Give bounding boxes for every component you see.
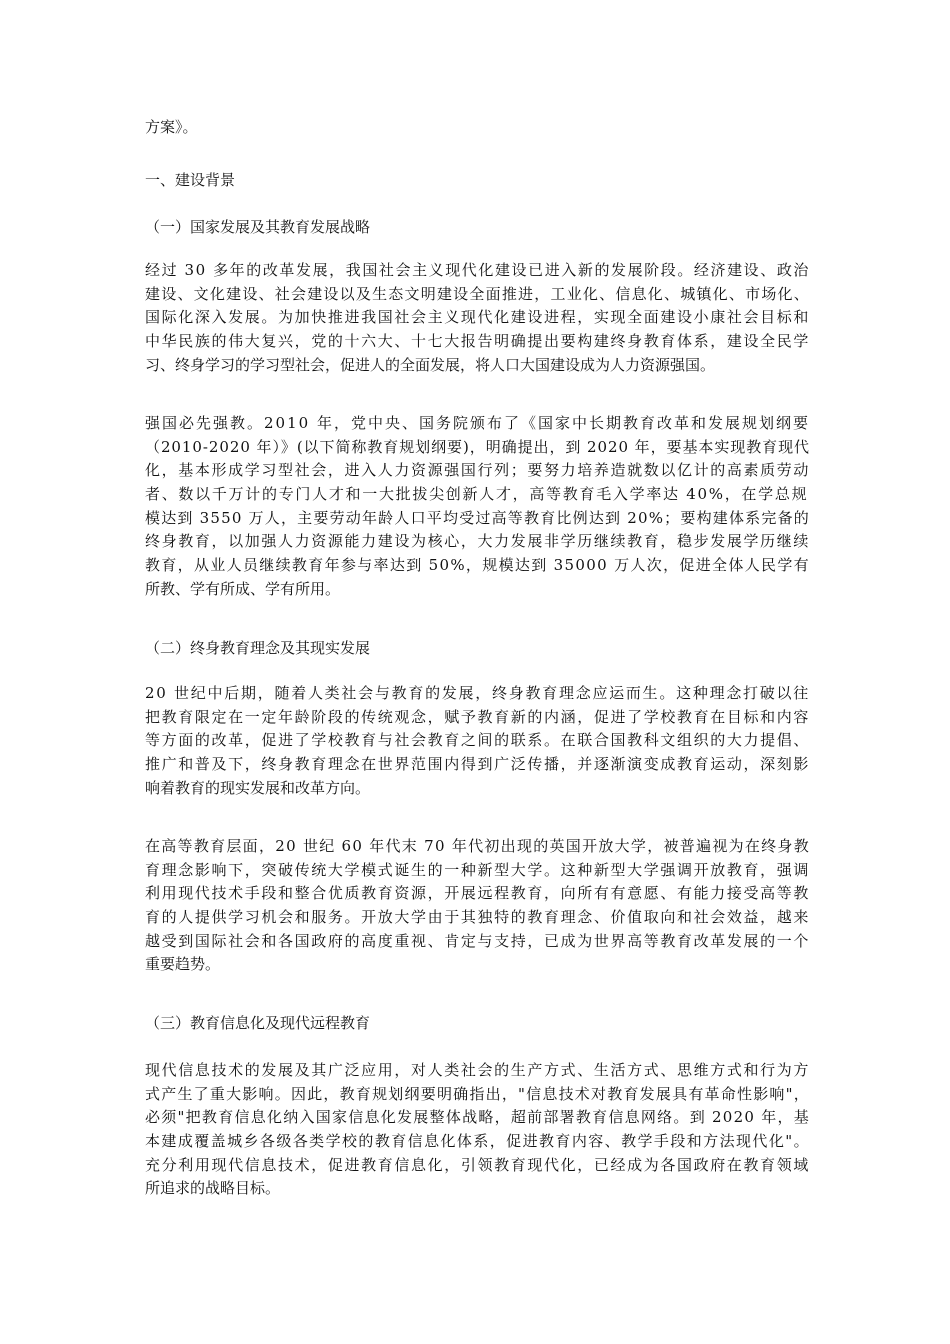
text-line: 现代信息技术的发展及其广泛应用，对人类社会的生产方式、生活方式、思维方式和行为方	[145, 1061, 810, 1079]
subsection-heading-education-informatization: （三）教育信息化及现代远程教育	[145, 1014, 371, 1032]
text-line: 经过 30 多年的改革发展，我国社会主义现代化建设已进入新的发展阶段。经济建设、政治	[145, 261, 810, 279]
text-line: 在高等教育层面，20 世纪 60 年代末 70 年代初出现的英国开放大学，被普遍视为在终身教	[145, 837, 810, 855]
subsection-heading-lifelong-education: （二）终身教育理念及其现实发展	[145, 639, 371, 657]
text-line: 终身教育，以加强人力资源能力建设为核心，大力发展非学历继续教育，稳步发展学历继续	[145, 532, 810, 551]
paragraph-continuation	[145, 116, 810, 140]
section-heading: 一、建设背景	[145, 171, 236, 189]
paragraph-reform-development	[145, 259, 810, 377]
text-line: 国际化深入发展。为加快推进我国社会主义现代化建设进程，实现全面建设小康社会目标和	[145, 308, 810, 327]
text-line: 建设、文化建设、社会建设以及生态文明建设全面推进，工业化、信息化、城镇化、市场化、	[145, 284, 810, 303]
text-line: 化，基本形成学习型社会，进入人力资源强国行列；要努力培养造就数以亿计的高素质劳动	[145, 461, 810, 480]
text-line: 育的人提供学习机会和服务。开放大学由于其独特的教育理念、价值取向和社会效益，越来	[145, 908, 810, 927]
text-line: 利用现代技术手段和整合优质教育资源，开展远程教育，向所有有意愿、有能力接受高等教	[145, 884, 810, 903]
text-line: 强国必先强教。2010 年，党中央、国务院颁布了《国家中长期教育改革和发展规划纲要	[145, 414, 810, 432]
text-line: 重要趋势。	[145, 955, 221, 974]
text-line: 教育，从业人员继续教育年参与率达到 50%，规模达到 35000 万人次，促进全体人民学有	[145, 556, 810, 575]
text-line: 20 世纪中后期，随着人类社会与教育的发展，终身教育理念应运而生。这种理念打破以往	[145, 684, 810, 702]
subsection-heading-national-strategy: （一）国家发展及其教育发展战略	[145, 218, 371, 236]
text-line: 等方面的改革，促进了学校教育与社会教育之间的联系。在联合国教科文组织的大力提倡、	[145, 731, 810, 750]
paragraph-information-technology	[145, 1059, 810, 1201]
text-line: 把教育限定在一定年龄阶段的传统观念，赋予教育新的内涵，促进了学校教育在目标和内容	[145, 707, 810, 726]
text-line: 方案》。	[145, 118, 198, 136]
text-line: 越受到国际社会和各国政府的高度重视、肯定与支持，已成为世界高等教育改革发展的一个	[145, 931, 810, 950]
text-line: 必须"把教育信息化纳入国家信息化发展整体战略，超前部署教育信息网络。到 2020 年，基	[145, 1108, 810, 1127]
text-line: 本建成覆盖城乡各级各类学校的教育信息化体系，促进教育内容、教学手段和方法现代化"。	[145, 1132, 810, 1151]
text-line: 充分利用现代信息技术，促进教育信息化，引领教育现代化，已经成为各国政府在教育领域	[145, 1155, 810, 1174]
text-line: 式产生了重大影响。因此，教育规划纲要明确指出，"信息技术对教育发展具有革命性影响"，	[145, 1084, 810, 1103]
text-line: 响着教育的现实发展和改革方向。	[145, 778, 371, 797]
text-line: 所教、学有所成、学有所用。	[145, 579, 341, 598]
text-line: 育理念影响下，突破传统大学模式诞生的一种新型大学。这种新型大学强调开放教育，强调	[145, 860, 810, 879]
text-line: 推广和普及下，终身教育理念在世界范围内得到广泛传播，并逐渐演变成教育运动，深刻影	[145, 755, 810, 774]
paragraph-open-university	[145, 835, 810, 977]
text-line: 中华民族的伟大复兴，党的十六大、十七大报告明确提出要构建终身教育体系，建设全民学	[145, 332, 810, 351]
text-line: （2010-2020 年）》(以下简称教育规划纲要)，明确提出，到 2020 年，要基本实现教育现代	[145, 437, 810, 456]
text-line: 者、数以千万计的专门人才和一大批拔尖创新人才，高等教育毛入学率达 40%，在学总规	[145, 485, 809, 504]
text-line: 习、终身学习的学习型社会，促进人的全面发展，将人口大国建设成为人力资源强国。	[145, 355, 716, 374]
text-line: 模达到 3550 万人，主要劳动年龄人口平均受过高等教育比例达到 20%；要构建体系完备的	[145, 508, 810, 527]
paragraph-lifelong-concept	[145, 682, 810, 800]
text-line: 所追求的战略目标。	[145, 1179, 281, 1198]
paragraph-education-plan	[145, 412, 810, 602]
